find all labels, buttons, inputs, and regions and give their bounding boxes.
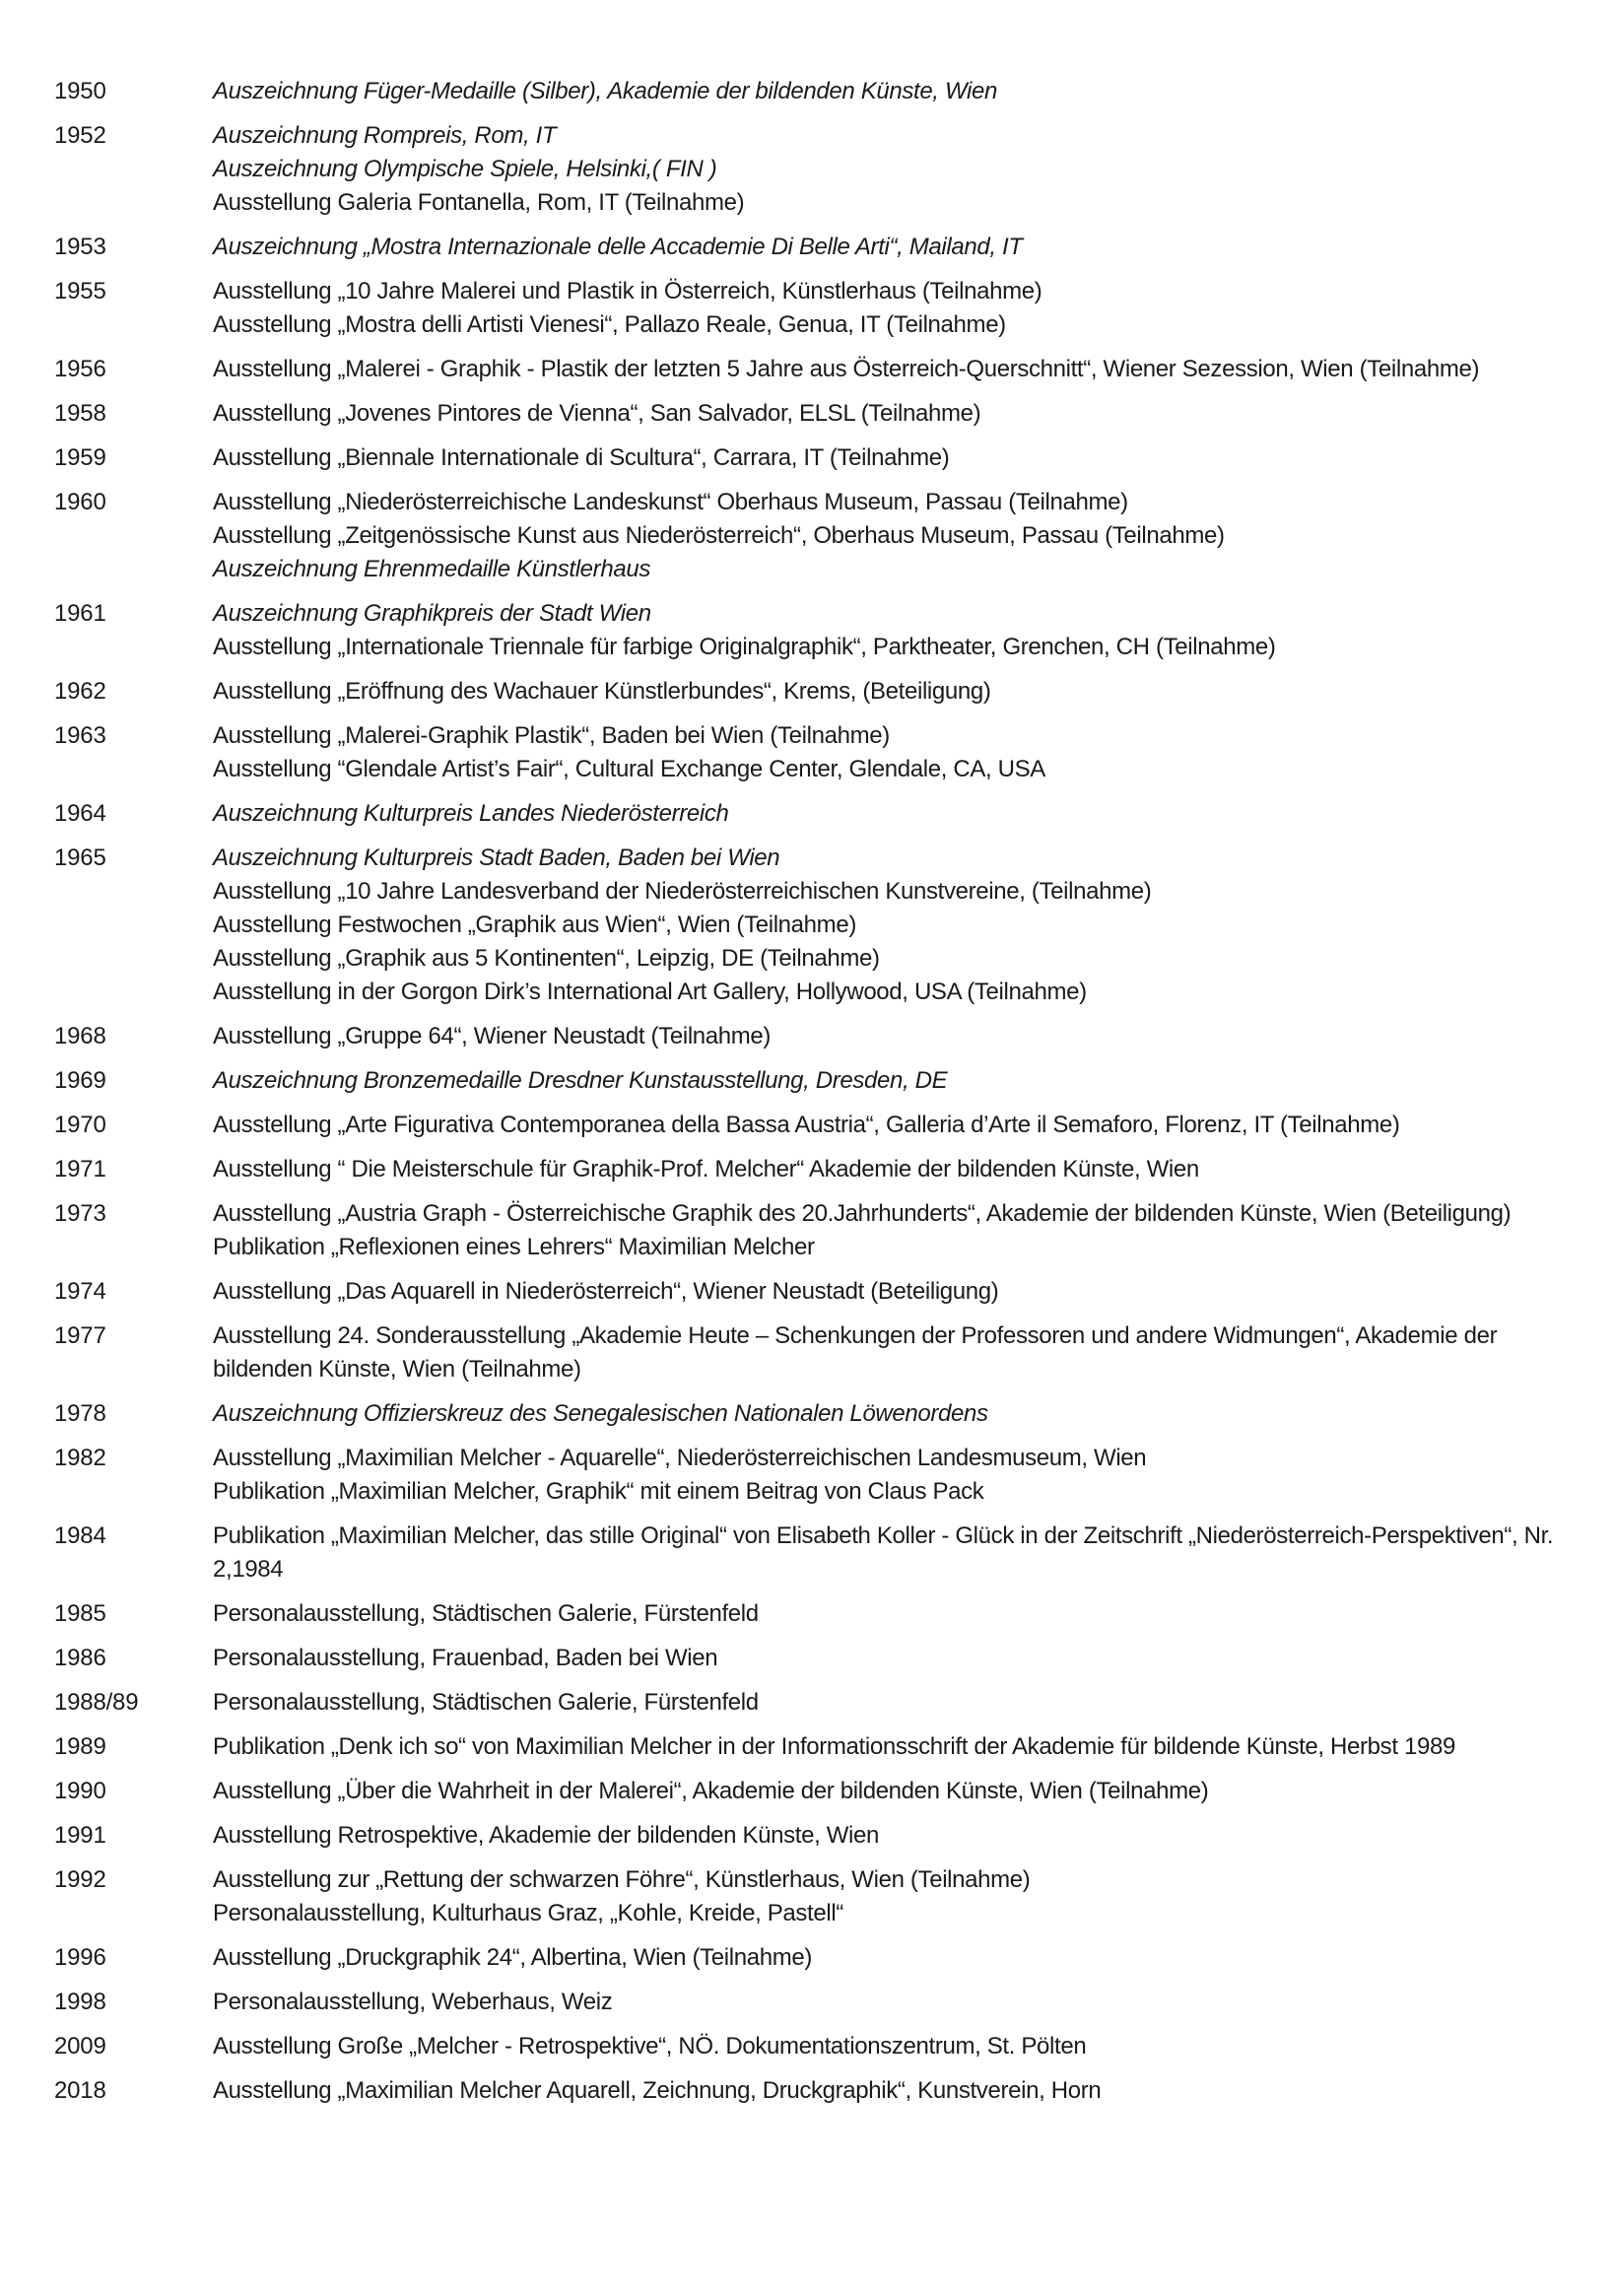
- event-line: Personalausstellung, Städtischen Galerie, Fürstenfeld: [213, 1600, 759, 1627]
- timeline-entry: [54, 231, 1572, 264]
- award-line: Auszeichnung „Mostra Internazionale delle Accademie Di Belle Arti“, Mailand, IT: [213, 234, 1023, 260]
- event-line: Ausstellung „Druckgraphik 24“, Albertina, Wien (Teilnahme): [213, 1944, 812, 1971]
- timeline-entry: [54, 1319, 1572, 1386]
- award-line: Auszeichnung Rompreis, Rom, IT: [213, 122, 557, 149]
- entry-lines: [213, 1775, 1572, 1808]
- event-line: Ausstellung “Glendale Artist’s Fair“, Cultural Exchange Center, Glendale, CA, USA: [213, 756, 1045, 782]
- event-line: Personalausstellung, Weberhaus, Weiz: [213, 1989, 613, 2015]
- event-line: Ausstellung „Arte Figurativa Contemporanea della Bassa Austria“, Galleria d’Arte il Semaforo, Florenz, IT (Teilnahme): [213, 1112, 1400, 1138]
- entry-lines: [213, 1442, 1572, 1509]
- entry-year: 1986: [54, 1645, 106, 1671]
- entry-lines: [213, 75, 1572, 108]
- entry-lines: [213, 2074, 1572, 2108]
- entry-year: 1960: [54, 489, 106, 515]
- entry-lines: [213, 1153, 1572, 1186]
- entry-year: 1977: [54, 1322, 106, 1349]
- timeline-entry: [54, 1863, 1572, 1930]
- event-line: Ausstellung Festwochen „Graphik aus Wien“, Wien (Teilnahme): [213, 912, 856, 938]
- entry-year: 2009: [54, 2033, 106, 2060]
- timeline-entry: [54, 1775, 1572, 1808]
- entry-lines: [213, 1986, 1572, 2019]
- entry-lines: [213, 1275, 1572, 1309]
- timeline-entry: [54, 486, 1572, 586]
- entry-year: 1998: [54, 1989, 106, 2015]
- timeline-entry: [54, 797, 1572, 831]
- timeline-entry: [54, 1442, 1572, 1509]
- entry-lines: [213, 231, 1572, 264]
- event-line: Publikation „Reflexionen eines Lehrers“ Maximilian Melcher: [213, 1234, 815, 1260]
- timeline-entry: [54, 1686, 1572, 1720]
- entry-year: 1971: [54, 1156, 106, 1182]
- event-line: Ausstellung „Niederösterreichische Landeskunst“ Oberhaus Museum, Passau (Teilnahme): [213, 489, 1128, 515]
- event-line: Ausstellung „Das Aquarell in Niederösterreich“, Wiener Neustadt (Beteiligung): [213, 1278, 999, 1305]
- timeline-entry: [54, 1197, 1572, 1264]
- award-line: Auszeichnung Bronzemedaille Dresdner Kunstausstellung, Dresden, DE: [213, 1067, 948, 1094]
- entry-year: 1985: [54, 1600, 106, 1627]
- timeline-entry: [54, 842, 1572, 1009]
- event-line: Personalausstellung, Kulturhaus Graz, „Kohle, Kreide, Pastell“: [213, 1900, 843, 1926]
- entry-lines: [213, 2030, 1572, 2063]
- timeline-entry: [54, 1642, 1572, 1675]
- event-line: Ausstellung „Jovenes Pintores de Vienna“, San Salvador, ELSL (Teilnahme): [213, 400, 981, 427]
- entry-lines: [213, 275, 1572, 342]
- award-line: Auszeichnung Ehrenmedaille Künstlerhaus: [213, 556, 650, 582]
- event-line: Ausstellung 24. Sonderausstellung „Akademie Heute – Schenkungen der Professoren und andere Widmungen“, Akademie der bildenden Künste, Wien (Teilnahme): [213, 1322, 1498, 1383]
- entry-year: 1953: [54, 234, 106, 260]
- timeline-entry: [54, 2074, 1572, 2108]
- event-line: Ausstellung “ Die Meisterschule für Graphik-Prof. Melcher“ Akademie der bildenden Künste, Wien: [213, 1156, 1199, 1182]
- timeline-entry: [54, 1519, 1572, 1587]
- entry-year: 2018: [54, 2077, 106, 2104]
- entry-lines: [213, 1319, 1572, 1386]
- event-line: Ausstellung „Austria Graph - Österreichische Graphik des 20.Jahrhunderts“, Akademie der bildenden Künste, Wien (Beteiligung): [213, 1200, 1512, 1227]
- entry-year: 1990: [54, 1778, 106, 1804]
- entry-year: 1956: [54, 356, 106, 382]
- entry-lines: [213, 1064, 1572, 1098]
- entry-lines: [213, 1819, 1572, 1853]
- event-line: Ausstellung „Maximilian Melcher Aquarell, Zeichnung, Druckgraphik“, Kunstverein, Horn: [213, 2077, 1102, 2104]
- event-line: Ausstellung „Maximilian Melcher - Aquarelle“, Niederösterreichischen Landesmuseum, Wien: [213, 1445, 1147, 1471]
- event-line: Ausstellung „Gruppe 64“, Wiener Neustadt (Teilnahme): [213, 1023, 772, 1049]
- timeline-entry: [54, 2030, 1572, 2063]
- entry-lines: [213, 675, 1572, 709]
- timeline-entry: [54, 719, 1572, 786]
- entry-lines: [213, 1730, 1572, 1764]
- event-line: Ausstellung Große „Melcher - Retrospektive“, NÖ. Dokumentationszentrum, St. Pölten: [213, 2033, 1087, 2060]
- timeline-entry: [54, 675, 1572, 709]
- entry-year: 1958: [54, 400, 106, 427]
- entry-year: 1952: [54, 122, 106, 149]
- entry-lines: [213, 1197, 1572, 1264]
- event-line: Ausstellung zur „Rettung der schwarzen Föhre“, Künstlerhaus, Wien (Teilnahme): [213, 1866, 1031, 1893]
- timeline-entry: [54, 119, 1572, 220]
- entry-lines: [213, 353, 1572, 386]
- entry-lines: [213, 1597, 1572, 1631]
- event-line: Ausstellung „10 Jahre Malerei und Plastik in Österreich, Künstlerhaus (Teilnahme): [213, 278, 1042, 304]
- timeline-entry: [54, 275, 1572, 342]
- award-line: Auszeichnung Kulturpreis Stadt Baden, Baden bei Wien: [213, 844, 780, 871]
- entry-year: 1984: [54, 1522, 106, 1549]
- entry-year: 1992: [54, 1866, 106, 1893]
- event-line: Ausstellung „Graphik aus 5 Kontinenten“, Leipzig, DE (Teilnahme): [213, 945, 880, 972]
- award-line: Auszeichnung Olympische Spiele, Helsinki,( FIN ): [213, 156, 717, 182]
- timeline-entry: [54, 1397, 1572, 1431]
- entry-year: 1988/89: [54, 1689, 139, 1716]
- timeline-entry: [54, 1064, 1572, 1098]
- entry-lines: [213, 1109, 1572, 1142]
- entry-year: 1978: [54, 1400, 106, 1427]
- event-line: Publikation „Denk ich so“ von Maximilian Melcher in der Informationsschrift der Akademie für bildende Künste, Herbst 1989: [213, 1733, 1455, 1760]
- event-line: Ausstellung „Eröffnung des Wachauer Künstlerbundes“, Krems, (Beteiligung): [213, 678, 991, 705]
- entry-year: 1963: [54, 722, 106, 749]
- timeline-entry: [54, 1941, 1572, 1975]
- entry-year: 1974: [54, 1278, 106, 1305]
- event-line: Ausstellung „Malerei - Graphik - Plastik der letzten 5 Jahre aus Österreich-Querschnitt“, Wiener Sezession, Wien (Teilnahme): [213, 356, 1480, 382]
- entry-lines: [213, 597, 1572, 664]
- timeline-entry: [54, 1597, 1572, 1631]
- exhibition-timeline: [54, 75, 1572, 2119]
- entry-lines: [213, 842, 1572, 1009]
- entry-year: 1959: [54, 444, 106, 471]
- entry-lines: [213, 1642, 1572, 1675]
- timeline-entry: [54, 441, 1572, 475]
- timeline-entry: [54, 1153, 1572, 1186]
- entry-year: 1950: [54, 78, 106, 104]
- entry-year: 1965: [54, 844, 106, 871]
- entry-lines: [213, 797, 1572, 831]
- entry-year: 1991: [54, 1822, 106, 1849]
- event-line: Ausstellung „Biennale Internationale di Scultura“, Carrara, IT (Teilnahme): [213, 444, 950, 471]
- event-line: Personalausstellung, Frauenbad, Baden bei Wien: [213, 1645, 718, 1671]
- entry-lines: [213, 1686, 1572, 1720]
- entry-lines: [213, 1519, 1572, 1587]
- timeline-entry: [54, 1109, 1572, 1142]
- entry-lines: [213, 1020, 1572, 1053]
- event-line: Ausstellung „Malerei-Graphik Plastik“, Baden bei Wien (Teilnahme): [213, 722, 890, 749]
- entry-year: 1969: [54, 1067, 106, 1094]
- event-line: Ausstellung Retrospektive, Akademie der bildenden Künste, Wien: [213, 1822, 880, 1849]
- entry-lines: [213, 119, 1572, 220]
- timeline-entry: [54, 597, 1572, 664]
- entry-lines: [213, 486, 1572, 586]
- event-line: Ausstellung Galeria Fontanella, Rom, IT (Teilnahme): [213, 189, 745, 216]
- event-line: Ausstellung „Internationale Triennale für farbige Originalgraphik“, Parktheater, Grenchen, CH (Teilnahme): [213, 634, 1276, 660]
- entry-year: 1982: [54, 1445, 106, 1471]
- entry-year: 1955: [54, 278, 106, 304]
- timeline-entry: [54, 1819, 1572, 1853]
- event-line: Publikation „Maximilian Melcher, das stille Original“ von Elisabeth Koller - Glück in der Zeitschrift „Niederösterreich-Perspektiven“, Nr. 2,1984: [213, 1522, 1554, 1583]
- entry-year: 1964: [54, 800, 106, 827]
- timeline-entry: [54, 75, 1572, 108]
- timeline-entry: [54, 397, 1572, 431]
- timeline-entry: [54, 353, 1572, 386]
- entry-lines: [213, 719, 1572, 786]
- award-line: Auszeichnung Kulturpreis Landes Niederösterreich: [213, 800, 729, 827]
- entry-lines: [213, 1397, 1572, 1431]
- entry-year: 1996: [54, 1944, 106, 1971]
- event-line: Publikation „Maximilian Melcher, Graphik“ mit einem Beitrag von Claus Pack: [213, 1478, 984, 1505]
- timeline-entry: [54, 1020, 1572, 1053]
- entry-year: 1968: [54, 1023, 106, 1049]
- entry-year: 1962: [54, 678, 106, 705]
- entry-lines: [213, 1863, 1572, 1930]
- timeline-entry: [54, 1275, 1572, 1309]
- entry-lines: [213, 1941, 1572, 1975]
- event-line: Ausstellung „Über die Wahrheit in der Malerei“, Akademie der bildenden Künste, Wien (Teilnahme): [213, 1778, 1209, 1804]
- event-line: Ausstellung „10 Jahre Landesverband der Niederösterreichischen Kunstvereine, (Teilnahme): [213, 878, 1152, 905]
- award-line: Auszeichnung Füger-Medaille (Silber), Akademie der bildenden Künste, Wien: [213, 78, 998, 104]
- event-line: Ausstellung „Zeitgenössische Kunst aus Niederösterreich“, Oberhaus Museum, Passau (Teilnahme): [213, 522, 1225, 549]
- entry-year: 1989: [54, 1733, 106, 1760]
- award-line: Auszeichnung Offizierskreuz des Senegalesischen Nationalen Löwenordens: [213, 1400, 988, 1427]
- timeline-entry: [54, 1730, 1572, 1764]
- award-line: Auszeichnung Graphikpreis der Stadt Wien: [213, 600, 651, 627]
- entry-year: 1970: [54, 1112, 106, 1138]
- timeline-entry: [54, 1986, 1572, 2019]
- entry-lines: [213, 441, 1572, 475]
- entry-year: 1961: [54, 600, 106, 627]
- event-line: Ausstellung in der Gorgon Dirk’s International Art Gallery, Hollywood, USA (Teilnahme): [213, 979, 1087, 1005]
- event-line: Personalausstellung, Städtischen Galerie, Fürstenfeld: [213, 1689, 759, 1716]
- entry-lines: [213, 397, 1572, 431]
- entry-year: 1973: [54, 1200, 106, 1227]
- event-line: Ausstellung „Mostra delli Artisti Vienesi“, Pallazo Reale, Genua, IT (Teilnahme): [213, 311, 1006, 338]
